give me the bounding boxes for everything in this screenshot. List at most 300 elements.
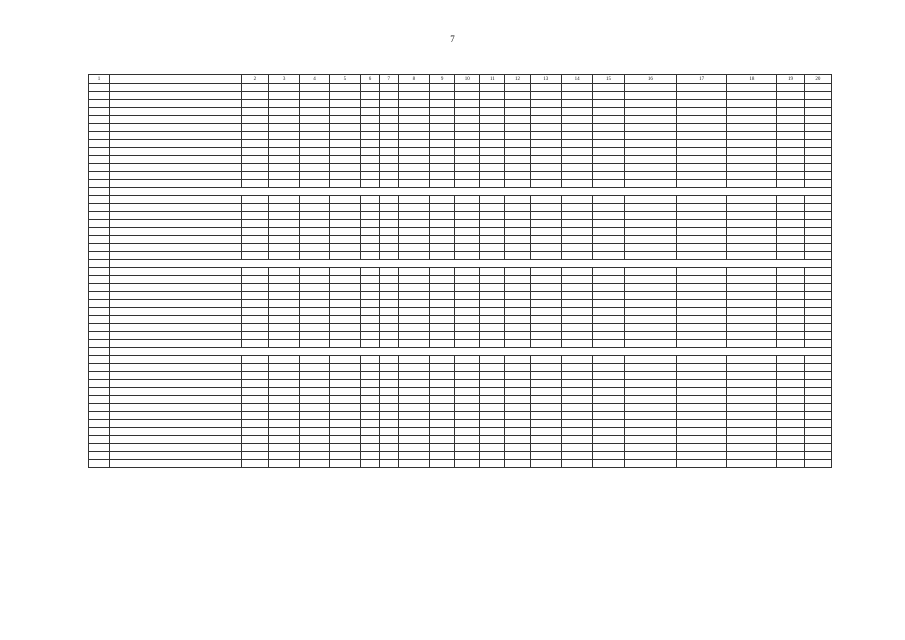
table-cell bbox=[300, 172, 329, 180]
table-cell bbox=[109, 84, 241, 92]
table-cell bbox=[777, 92, 804, 100]
table-cell bbox=[398, 324, 429, 332]
table-cell bbox=[241, 204, 268, 212]
table-row bbox=[89, 252, 832, 260]
table-cell bbox=[777, 228, 804, 236]
table-cell bbox=[727, 140, 777, 148]
table-cell bbox=[480, 228, 505, 236]
table-cell bbox=[430, 236, 455, 244]
table-cell bbox=[505, 132, 530, 140]
table-cell bbox=[804, 236, 831, 244]
table-cell bbox=[593, 332, 624, 340]
table-cell bbox=[300, 252, 329, 260]
column-number: 6 bbox=[361, 75, 380, 84]
column-number: 14 bbox=[561, 75, 592, 84]
table-cell bbox=[361, 452, 380, 460]
table-cell bbox=[777, 292, 804, 300]
table-cell bbox=[777, 364, 804, 372]
table-cell bbox=[727, 204, 777, 212]
table-cell bbox=[480, 420, 505, 428]
table-cell bbox=[480, 444, 505, 452]
table-cell bbox=[430, 100, 455, 108]
table-cell bbox=[530, 460, 561, 468]
table-cell bbox=[561, 140, 592, 148]
table-cell bbox=[268, 316, 299, 324]
table-cell bbox=[300, 412, 329, 420]
table-cell bbox=[379, 436, 398, 444]
table-cell bbox=[89, 228, 110, 236]
table-cell bbox=[624, 164, 676, 172]
table-cell bbox=[593, 412, 624, 420]
table-cell bbox=[593, 436, 624, 444]
table-cell bbox=[505, 428, 530, 436]
table-cell bbox=[593, 444, 624, 452]
table-cell bbox=[677, 236, 727, 244]
table-cell bbox=[379, 108, 398, 116]
table-cell bbox=[300, 420, 329, 428]
table-cell bbox=[561, 308, 592, 316]
table-cell bbox=[398, 364, 429, 372]
table-cell bbox=[561, 444, 592, 452]
table-cell bbox=[268, 412, 299, 420]
table-cell bbox=[624, 364, 676, 372]
table-cell bbox=[241, 308, 268, 316]
table-cell bbox=[109, 300, 241, 308]
table-cell bbox=[624, 340, 676, 348]
table-cell bbox=[530, 316, 561, 324]
table-cell bbox=[727, 420, 777, 428]
table-cell bbox=[777, 316, 804, 324]
table-row bbox=[89, 228, 832, 236]
table-cell bbox=[727, 180, 777, 188]
table-cell bbox=[89, 444, 110, 452]
table-cell bbox=[677, 116, 727, 124]
table-cell bbox=[561, 244, 592, 252]
table-cell bbox=[361, 276, 380, 284]
table-cell bbox=[89, 300, 110, 308]
column-number: 20 bbox=[804, 75, 831, 84]
table-cell bbox=[241, 132, 268, 140]
table-cell bbox=[624, 428, 676, 436]
table-cell bbox=[241, 228, 268, 236]
table-cell bbox=[480, 164, 505, 172]
table-cell bbox=[268, 332, 299, 340]
table-cell bbox=[677, 380, 727, 388]
table-cell bbox=[379, 148, 398, 156]
table-cell bbox=[727, 148, 777, 156]
table-cell bbox=[268, 292, 299, 300]
table-cell bbox=[530, 196, 561, 204]
section-header-row bbox=[89, 348, 832, 356]
table-row bbox=[89, 220, 832, 228]
table-cell bbox=[624, 180, 676, 188]
table-cell bbox=[804, 212, 831, 220]
table-cell bbox=[505, 356, 530, 364]
table-cell bbox=[561, 324, 592, 332]
table-cell bbox=[455, 204, 480, 212]
table-cell bbox=[593, 220, 624, 228]
table-cell bbox=[561, 380, 592, 388]
table-cell bbox=[241, 372, 268, 380]
table-row bbox=[89, 412, 832, 420]
table-cell bbox=[480, 412, 505, 420]
table-cell bbox=[505, 404, 530, 412]
table-cell bbox=[777, 396, 804, 404]
table-cell bbox=[300, 268, 329, 276]
table-row bbox=[89, 204, 832, 212]
table-cell bbox=[777, 172, 804, 180]
table-cell bbox=[561, 436, 592, 444]
table-cell bbox=[379, 284, 398, 292]
table-cell bbox=[268, 124, 299, 132]
table-cell bbox=[361, 124, 380, 132]
table-cell bbox=[593, 84, 624, 92]
table-cell bbox=[505, 292, 530, 300]
table-cell bbox=[361, 372, 380, 380]
section-header-row bbox=[89, 188, 832, 196]
table-cell bbox=[677, 300, 727, 308]
table-cell bbox=[777, 164, 804, 172]
table-cell bbox=[530, 292, 561, 300]
table-cell bbox=[455, 252, 480, 260]
table-cell bbox=[727, 236, 777, 244]
table-row bbox=[89, 92, 832, 100]
table-cell bbox=[300, 220, 329, 228]
table-cell bbox=[561, 364, 592, 372]
table-cell bbox=[398, 172, 429, 180]
table-cell bbox=[241, 116, 268, 124]
table-cell bbox=[361, 412, 380, 420]
table-cell bbox=[329, 236, 360, 244]
table-cell bbox=[379, 356, 398, 364]
table-cell bbox=[777, 412, 804, 420]
table-cell bbox=[455, 108, 480, 116]
table-cell bbox=[109, 244, 241, 252]
table-cell bbox=[455, 212, 480, 220]
table-cell bbox=[268, 396, 299, 404]
table-cell bbox=[361, 460, 380, 468]
table-cell bbox=[480, 116, 505, 124]
table-cell bbox=[530, 404, 561, 412]
table-cell bbox=[727, 124, 777, 132]
table-row bbox=[89, 460, 832, 468]
table-cell bbox=[677, 228, 727, 236]
table-cell bbox=[329, 444, 360, 452]
table-cell bbox=[430, 212, 455, 220]
table-cell bbox=[804, 276, 831, 284]
table-cell bbox=[329, 420, 360, 428]
table-cell bbox=[593, 204, 624, 212]
column-number: 17 bbox=[677, 75, 727, 84]
table-cell bbox=[455, 268, 480, 276]
table-cell bbox=[268, 252, 299, 260]
table-cell bbox=[677, 148, 727, 156]
table-cell bbox=[480, 396, 505, 404]
table-cell bbox=[361, 92, 380, 100]
table-cell bbox=[300, 228, 329, 236]
table-cell bbox=[593, 420, 624, 428]
table-cell bbox=[398, 148, 429, 156]
table-cell bbox=[505, 148, 530, 156]
table-cell bbox=[241, 244, 268, 252]
column-number: 4 bbox=[300, 75, 329, 84]
table-cell bbox=[777, 84, 804, 92]
table-cell bbox=[109, 92, 241, 100]
table-cell bbox=[379, 100, 398, 108]
table-cell bbox=[677, 444, 727, 452]
table-cell bbox=[777, 388, 804, 396]
table-cell bbox=[480, 276, 505, 284]
table-cell bbox=[329, 252, 360, 260]
table-cell bbox=[300, 380, 329, 388]
table-cell bbox=[430, 436, 455, 444]
table-cell bbox=[530, 428, 561, 436]
table-cell bbox=[480, 156, 505, 164]
table-cell bbox=[804, 108, 831, 116]
table-cell bbox=[268, 460, 299, 468]
table-row bbox=[89, 292, 832, 300]
table-cell bbox=[561, 356, 592, 364]
table-cell bbox=[777, 132, 804, 140]
table-cell bbox=[804, 244, 831, 252]
table-cell bbox=[329, 428, 360, 436]
table-cell bbox=[480, 316, 505, 324]
table-cell bbox=[89, 356, 110, 364]
table-cell bbox=[624, 316, 676, 324]
table-cell bbox=[480, 380, 505, 388]
table-cell bbox=[804, 196, 831, 204]
table-cell bbox=[727, 220, 777, 228]
table-row bbox=[89, 452, 832, 460]
table-cell bbox=[624, 268, 676, 276]
table-cell bbox=[804, 228, 831, 236]
table-cell bbox=[480, 132, 505, 140]
table-cell bbox=[624, 172, 676, 180]
table-cell bbox=[727, 156, 777, 164]
table-cell bbox=[677, 212, 727, 220]
table-cell bbox=[804, 220, 831, 228]
table-cell bbox=[593, 148, 624, 156]
table-cell bbox=[777, 244, 804, 252]
table-cell bbox=[430, 444, 455, 452]
table-cell bbox=[361, 252, 380, 260]
table-cell bbox=[241, 444, 268, 452]
table-cell bbox=[777, 324, 804, 332]
table-cell bbox=[593, 356, 624, 364]
table-cell bbox=[300, 196, 329, 204]
table-cell bbox=[268, 156, 299, 164]
column-number: 11 bbox=[480, 75, 505, 84]
table-cell bbox=[300, 236, 329, 244]
table-cell bbox=[109, 292, 241, 300]
table-cell bbox=[777, 340, 804, 348]
column-number: 10 bbox=[455, 75, 480, 84]
table-cell bbox=[593, 316, 624, 324]
table-cell bbox=[329, 204, 360, 212]
table-row bbox=[89, 332, 832, 340]
table-cell bbox=[361, 332, 380, 340]
table-cell bbox=[677, 372, 727, 380]
table-cell bbox=[505, 324, 530, 332]
table-cell bbox=[398, 140, 429, 148]
table-cell bbox=[109, 380, 241, 388]
table-cell bbox=[804, 308, 831, 316]
table-cell bbox=[329, 332, 360, 340]
table-cell bbox=[430, 412, 455, 420]
table-cell bbox=[241, 420, 268, 428]
table-cell bbox=[268, 196, 299, 204]
table-cell bbox=[505, 140, 530, 148]
table-cell bbox=[505, 228, 530, 236]
table-cell bbox=[361, 396, 380, 404]
table-row bbox=[89, 380, 832, 388]
table-row bbox=[89, 140, 832, 148]
table-cell bbox=[455, 364, 480, 372]
table-cell bbox=[561, 196, 592, 204]
table-cell bbox=[480, 108, 505, 116]
table-cell bbox=[361, 444, 380, 452]
table-cell bbox=[561, 156, 592, 164]
table-cell bbox=[89, 92, 110, 100]
table-cell bbox=[624, 324, 676, 332]
table-cell bbox=[530, 148, 561, 156]
table-cell bbox=[804, 284, 831, 292]
table-cell bbox=[109, 212, 241, 220]
table-cell bbox=[677, 396, 727, 404]
table-cell bbox=[480, 220, 505, 228]
table-cell bbox=[804, 84, 831, 92]
table-cell bbox=[677, 196, 727, 204]
table-cell bbox=[89, 132, 110, 140]
table-cell bbox=[530, 364, 561, 372]
table-cell bbox=[268, 180, 299, 188]
table-cell bbox=[561, 268, 592, 276]
table-cell bbox=[300, 300, 329, 308]
table-cell bbox=[268, 84, 299, 92]
table-cell bbox=[505, 180, 530, 188]
table-cell bbox=[430, 196, 455, 204]
table-cell bbox=[727, 444, 777, 452]
section-title bbox=[109, 348, 831, 356]
table-cell bbox=[593, 164, 624, 172]
table-cell bbox=[530, 212, 561, 220]
table-cell bbox=[329, 244, 360, 252]
table-cell bbox=[530, 284, 561, 292]
table-cell bbox=[361, 116, 380, 124]
table-cell bbox=[777, 180, 804, 188]
table-cell bbox=[455, 84, 480, 92]
table-cell bbox=[398, 212, 429, 220]
table-cell bbox=[505, 100, 530, 108]
table-cell bbox=[241, 140, 268, 148]
table-row bbox=[89, 156, 832, 164]
table-cell bbox=[361, 436, 380, 444]
table-cell bbox=[300, 372, 329, 380]
table-cell bbox=[593, 116, 624, 124]
table-cell bbox=[398, 444, 429, 452]
table-row bbox=[89, 420, 832, 428]
table-cell bbox=[624, 396, 676, 404]
table-cell bbox=[505, 452, 530, 460]
table-cell bbox=[300, 324, 329, 332]
table-cell bbox=[268, 428, 299, 436]
table-cell bbox=[624, 332, 676, 340]
table-cell bbox=[530, 332, 561, 340]
table-cell bbox=[777, 300, 804, 308]
table-cell bbox=[379, 372, 398, 380]
table-cell bbox=[398, 196, 429, 204]
table-cell bbox=[379, 268, 398, 276]
table-cell bbox=[505, 244, 530, 252]
table-cell bbox=[300, 316, 329, 324]
table-row bbox=[89, 124, 832, 132]
table-cell bbox=[329, 324, 360, 332]
table-cell bbox=[530, 164, 561, 172]
table-cell bbox=[268, 228, 299, 236]
table-cell bbox=[430, 164, 455, 172]
table-cell bbox=[624, 124, 676, 132]
table-cell bbox=[398, 92, 429, 100]
table-cell bbox=[480, 404, 505, 412]
table-cell bbox=[430, 124, 455, 132]
table-cell bbox=[480, 212, 505, 220]
table-cell bbox=[593, 276, 624, 284]
table-cell bbox=[430, 84, 455, 92]
table-cell bbox=[109, 372, 241, 380]
column-number: 16 bbox=[624, 75, 676, 84]
table-row bbox=[89, 364, 832, 372]
table-cell bbox=[505, 332, 530, 340]
table-cell bbox=[480, 148, 505, 156]
section-header-row bbox=[89, 260, 832, 268]
table-cell bbox=[593, 124, 624, 132]
table-cell bbox=[455, 292, 480, 300]
table-cell bbox=[361, 148, 380, 156]
table-cell bbox=[361, 132, 380, 140]
table-cell bbox=[593, 140, 624, 148]
table-cell bbox=[777, 196, 804, 204]
table-cell bbox=[593, 252, 624, 260]
table-cell bbox=[677, 428, 727, 436]
table-cell bbox=[430, 452, 455, 460]
table-cell bbox=[455, 180, 480, 188]
table-cell bbox=[89, 348, 110, 356]
table-cell bbox=[361, 244, 380, 252]
table-cell bbox=[530, 132, 561, 140]
table-cell bbox=[329, 164, 360, 172]
table-cell bbox=[329, 228, 360, 236]
table-cell bbox=[361, 156, 380, 164]
table-cell bbox=[455, 100, 480, 108]
table-cell bbox=[241, 268, 268, 276]
table-cell bbox=[430, 276, 455, 284]
table-cell bbox=[505, 380, 530, 388]
table-cell bbox=[268, 372, 299, 380]
table-cell bbox=[624, 156, 676, 164]
table-cell bbox=[398, 284, 429, 292]
table-cell bbox=[361, 308, 380, 316]
table-cell bbox=[677, 132, 727, 140]
table-cell bbox=[398, 100, 429, 108]
table-cell bbox=[455, 220, 480, 228]
table-cell bbox=[530, 380, 561, 388]
table-cell bbox=[530, 116, 561, 124]
table-cell bbox=[804, 444, 831, 452]
table-cell bbox=[530, 140, 561, 148]
table-cell bbox=[480, 452, 505, 460]
table-cell bbox=[593, 284, 624, 292]
table-cell bbox=[329, 292, 360, 300]
